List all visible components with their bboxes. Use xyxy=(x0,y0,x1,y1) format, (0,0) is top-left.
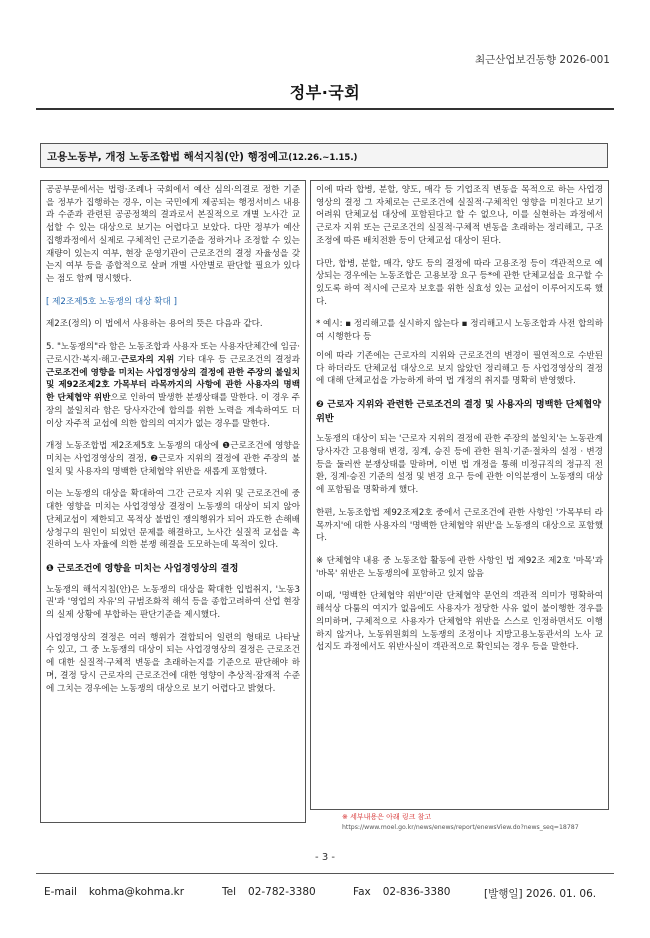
clause-text: 5. "노동쟁의"라 함은 노동조합과 사용자 또는 사용자단체간에 임금·근로시간·복지·해고·근로자의 지위 기타 대우 등 근로조건의 결정과 근로조건에 영향을 미치는 사업경영상의 결정에 관한 주장의 불일치 및 제92조제2호 가목부터 라목까지의 사항에 관한 사용자의 명백한 단체협약 위반으로 인하여 발생한 분쟁상태를 말한다. 이 경우 주장의 불일치라 함은 당사자간에 합의를 위한 노력을 계속하여도 더 이상 자주적 교섭에 의한 합의의 여지가 없는 경우를 말한다. xyxy=(46,342,300,429)
subheading: ❶ 근로조건에 영향을 미치는 사업경영상의 결정 xyxy=(46,562,239,574)
reference-note: ※ 단체협약 내용 중 노동조합 활동에 관한 사항인 법 제92조 제2호 '마목'과 '바목' 위반은 노동쟁의에 포함하고 있지 않음 xyxy=(316,556,603,579)
paragraph: 사업경영상의 결정은 여러 행위가 결합되어 일련의 형태로 나타날 수 있고, 그 중 노동쟁의 대상이 되는 사업경영상의 결정은 근로조건에 대한 실질적·구체적 변동을 초래하는지를 기준으로 판단해야 하며, 결정 당시 근로자의 근로조건에 대한 영향이 추상적·잠재적 수준에 그치는 경우에는 노동쟁의 대상으로 보기 어렵다고 밝혔다. xyxy=(46,632,300,694)
paragraph: 이에 따라 기존에는 근로자의 지위와 근로조건의 변경이 필연적으로 수반된다 하더라도 단체교섭 대상으로 보지 않았던 정리해고 등 사업경영상의 결정에 대해 단체교섭을 가능하게 하여 법 개정의 취지를 명확히 반영했다. xyxy=(316,350,603,387)
title-divider xyxy=(36,108,614,110)
paragraph: 한편, 노동조합법 제92조제2호 중에서 근로조건에 관한 사항인 '가목부터 라목까지'에 대한 사용자의 '명백한 단체협약 위반'을 노동쟁의 대상으로 포함했다. xyxy=(316,507,603,544)
paragraph: 노동쟁의 대상이 되는 '근로자 지위의 결정에 관한 주장의 불일치'는 노동관계 당사자간 고용형태 변경, 징계, 승진 등에 관한 원칙·기준·절차의 설정 · 변경 등을 둘러싼 분쟁상태를 말하며, 이번 법 개정을 통해 비정규직의 정규직 전환, 징계·승진 기준의 설정 및 변경 요구 등에 관한 이익분쟁이 노동쟁의 대상에 포함됨을 명확하게 했다. xyxy=(316,434,603,496)
article-date: (12.26.~1.15.) xyxy=(288,153,358,163)
footer-email: E-mail kohma@kohma.kr xyxy=(44,886,185,898)
paragraph: 공공부문에서는 법령·조례나 국회에서 예산 심의·의결로 정한 기준을 정부가 집행하는 경우, 이는 국민에게 제공되는 행정서비스 내용과 수준과 관련된 공공정책의 결과로서 본질적으로 개별 노사간 교섭할 수 있는 대상으로 보기는 어렵다고 보았다. 다만 정부가 예산 집행과정에서 실제로 구체적인 근로기준을 정하거나 조정할 수 있는 재량이 있는지 여부, 현장 운영기관이 근로조건의 결정 자율성을 갖는지 여부 등을 종합적으로 살펴 개별 사안별로 판단할 필요가 있다는 점도 함께 명시했다. xyxy=(46,185,300,285)
clause-heading: [ 제2조제5호 노동쟁의 대상 확대 ] xyxy=(46,296,177,307)
footer-fax: Fax 02-836-3380 xyxy=(353,886,451,898)
footer-tel: Tel 02-782-3380 xyxy=(222,886,316,898)
article-headline: 고용노동부, 개정 노동조합법 해석지침(안) 행정예고 xyxy=(47,151,289,163)
paragraph: 노동쟁의 해석지침(안)은 노동쟁의 대상을 확대한 입법취지, '노동3권'과 '영업의 자유'의 규범조화적 해석 등을 종합고려하여 산업 현장의 실제 상황에 부합하는 판단기준을 제시했다. xyxy=(46,584,300,621)
source-note: ※ 세부내용은 아래 링크 참고 xyxy=(342,813,432,821)
email-link[interactable]: kohma@kohma.kr xyxy=(88,886,185,898)
source-link[interactable]: https://www.moel.go.kr/news/enews/report/enewsView.do?news_seq=18787 xyxy=(342,824,579,831)
article-headline-box xyxy=(40,143,608,168)
left-column xyxy=(40,180,306,823)
footer-issue-date: [발행일] 2026. 01. 06. xyxy=(484,888,597,900)
subheading: ❷ 근로자 지위와 관련한 근로조건의 결정 및 사용자의 명백한 단체협약 위반 xyxy=(316,399,602,424)
section-title: 정부·국회 xyxy=(289,83,361,102)
footer-divider xyxy=(36,873,614,874)
paragraph: 이에 따라 합병, 분할, 양도, 매각 등 기업조직 변동을 목적으로 하는 사업경영상의 결정 그 자체로는 근로조건에 실질적·구체적인 영향을 미친다고 보기 어려워 단체교섭 대상에 포함된다고 할 수 없으나, 이를 실현하는 과정에서 근로자 지위 또는 근로조건의 실질적·구체적 변동을 초래하는 정리해고, 구조조정에 따른 배치전환 등이 단체교섭 대상이 된다. xyxy=(316,185,603,246)
paragraph: 개정 노동조합법 제2조제5호 노동쟁의 대상에 ❶근로조건에 영향을 미치는 사업경영상의 결정, ❷근로자 지위의 결정에 관한 주장의 불일치 및 사용자의 명백한 단체협약 위반을 새롭게 포함했다. xyxy=(46,441,300,477)
paragraph: 이때, '명백한 단체협약 위반'이란 단체협약 문언의 객관적 의미가 명확하여 해석상 다툼의 여지가 없음에도 사용자가 정당한 사유 없이 불이행한 경우를 의미하며, 구체적으로 사용자가 단체협약 위반을 스스로 인정하면서도 이행하지 않거나, 노동위원회의 노동쟁의 조정이나 지방고용노동관서의 노사 교섭지도 과정에서도 위반사실이 객관적으로 확인되는 경우 등을 말한다. xyxy=(316,591,603,653)
right-column xyxy=(310,180,609,810)
example-note: * 예시: ▪ 정리해고를 실시하지 않는다 ▪ 정리해고시 노동조합과 사전 합의하여 시행한다 등 xyxy=(316,319,603,343)
issue-label: 최근산업보건동향 2026-001 xyxy=(474,54,610,66)
paragraph: 다만, 합병, 분할, 매각, 양도 등의 결정에 따라 고용조정 등이 객관적으로 예상되는 경우에는 노동조합은 고용보장 요구 등*에 관한 단체교섭을 요구할 수 있도록 하여 적시에 근로자 보호를 위한 실효성 있는 교섭이 이루어지도록 했다. xyxy=(316,258,603,307)
paragraph: 제2조(정의) 이 법에서 사용하는 용어의 뜻은 다음과 같다. xyxy=(46,319,263,330)
paragraph: 이는 노동쟁의 대상을 확대하여 그간 근로자 지위 및 근로조건에 중대한 영향을 미치는 사업경영상 결정이 노동쟁의 대상이 되지 않아 단체교섭이 제한되고 목적상 불법인 쟁의행위가 되어 과도한 손해배상청구의 원인이 되었던 문제를 해결하고, 노사간 실질적 교섭을 촉진하여 노사 자율에 의한 분쟁 해결을 도모하는데 목적이 있다. xyxy=(46,489,300,551)
page-number: - 3 - xyxy=(315,852,335,863)
